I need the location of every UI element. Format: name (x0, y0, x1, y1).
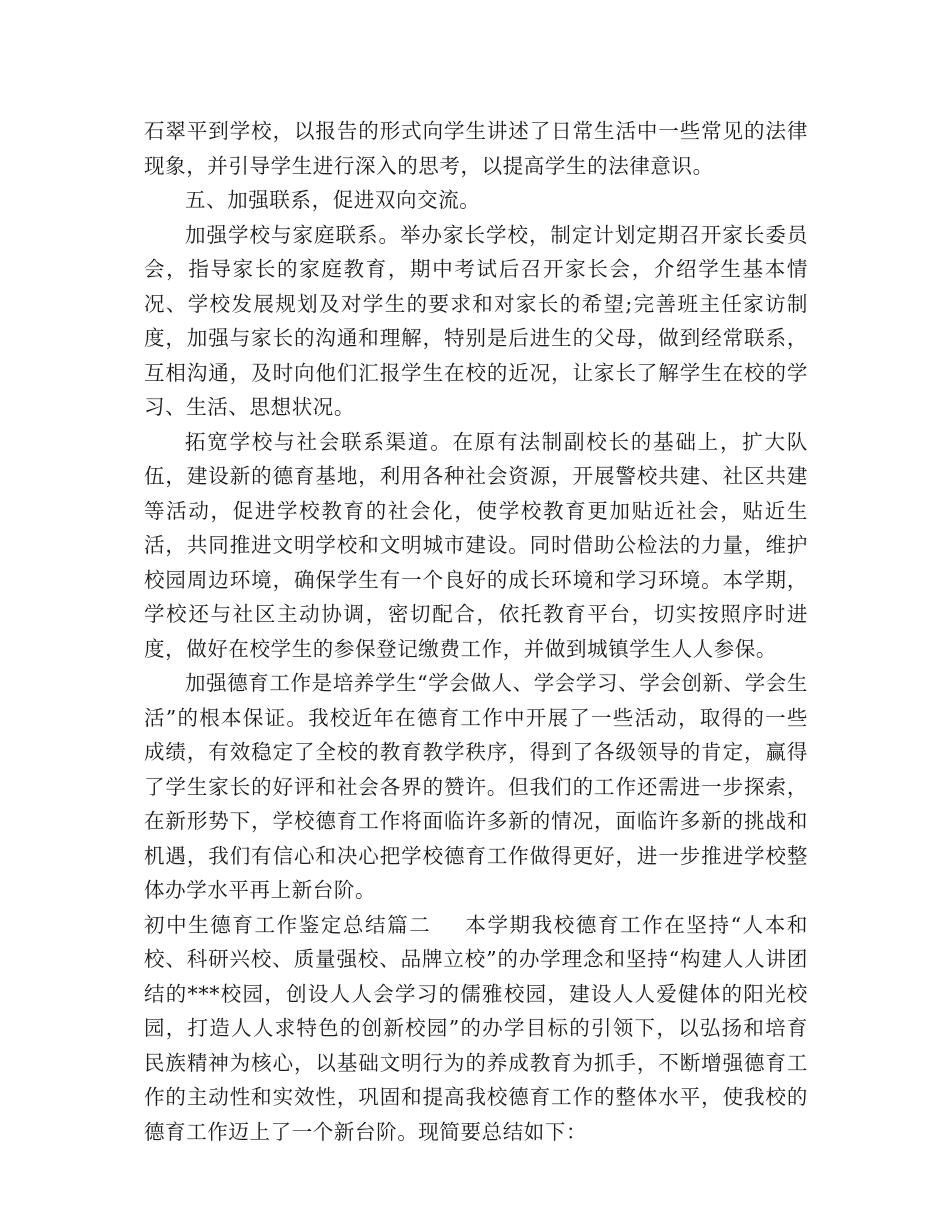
document-body (144, 114, 808, 1149)
paragraph-family-contact: 加强学校与家庭联系。举办家长学校，制定计划定期召开家长委员会，指导家长的家庭教育，期中考试后召开家长会，介绍学生基本情况、学校发展规划及对学生的要求和对家长的希望;完善班主任家访制度，加强与家长的沟通和理解，特别是后进生的父母，做到经常联系，互相沟通，及时向他们汇报学生在校的近况，让家长了解学生在校的学习、生活、思想状况。 (144, 222, 808, 419)
paragraph-conclusion: 加强德育工作是培养学生“学会做人、学会学习、学会创新、学会生活”的根本保证。我校近年在德育工作中开展了一些活动，取得的一些成绩，有效稳定了全校的教育教学秩序，得到了各级领导的肯定，赢得了学生家长的好评和社会各界的赞许。但我们的工作还需进一步探索，在新形势下，学校德育工作将面临许多新的情况，面临许多新的挑战和机遇，我们有信心和决心把学校德育工作做得更好，进一步推进学校整体办学水平再上新台阶。 (144, 671, 808, 902)
part-two-title: 初中生德育工作鉴定总结篇二 (144, 912, 432, 937)
paragraph-1: 石翠平到学校，以报告的形式向学生讲述了日常生活中一些常见的法律现象，并引导学生进行深入的思考，以提高学生的法律意识。 (144, 119, 808, 178)
section-heading-5: 五、加强联系，促进双向交流。 (185, 188, 481, 212)
paragraph-society-contact: 拓宽学校与社会联系渠道。在原有法制副校长的基础上，扩大队伍，建设新的德育基地，利用各种社会资源，开展警校共建、社区共建等活动，促进学校教育的社会化，使学校教育更加贴近社会，贴近生活，共同推进文明学校和文明城市建设。同时借助公检法的力量，维护校园周边环境，确保学生有一个良好的成长环境和学习环境。本学期，学校还与社区主动协调，密切配合，依托教育平台，切实按照序时进度，做好在校学生的参保登记缴费工作，并做到城镇学生人人参保。 (144, 429, 808, 661)
part-two-text: 本学期我校德育工作在坚持“人本和校、科研兴校、质量强校、品牌立校”的办学理念和坚持“构建人人讲团结的***校园，创设人人会学习的儒雅校园，建设人人爱健体的阳光校园，打造人人求特色的创新校园”的办学目标的引领下，以弘扬和培育民族精神为核心，以基础文明行为的养成教育为抓手，不断增强德育工作的主动性和实效性，巩固和提高我校德育工作的整体水平，使我校的德育工作迈上了一个新台阶。现简要总结如下： (144, 912, 808, 1144)
paragraph-part-two (144, 908, 808, 1150)
